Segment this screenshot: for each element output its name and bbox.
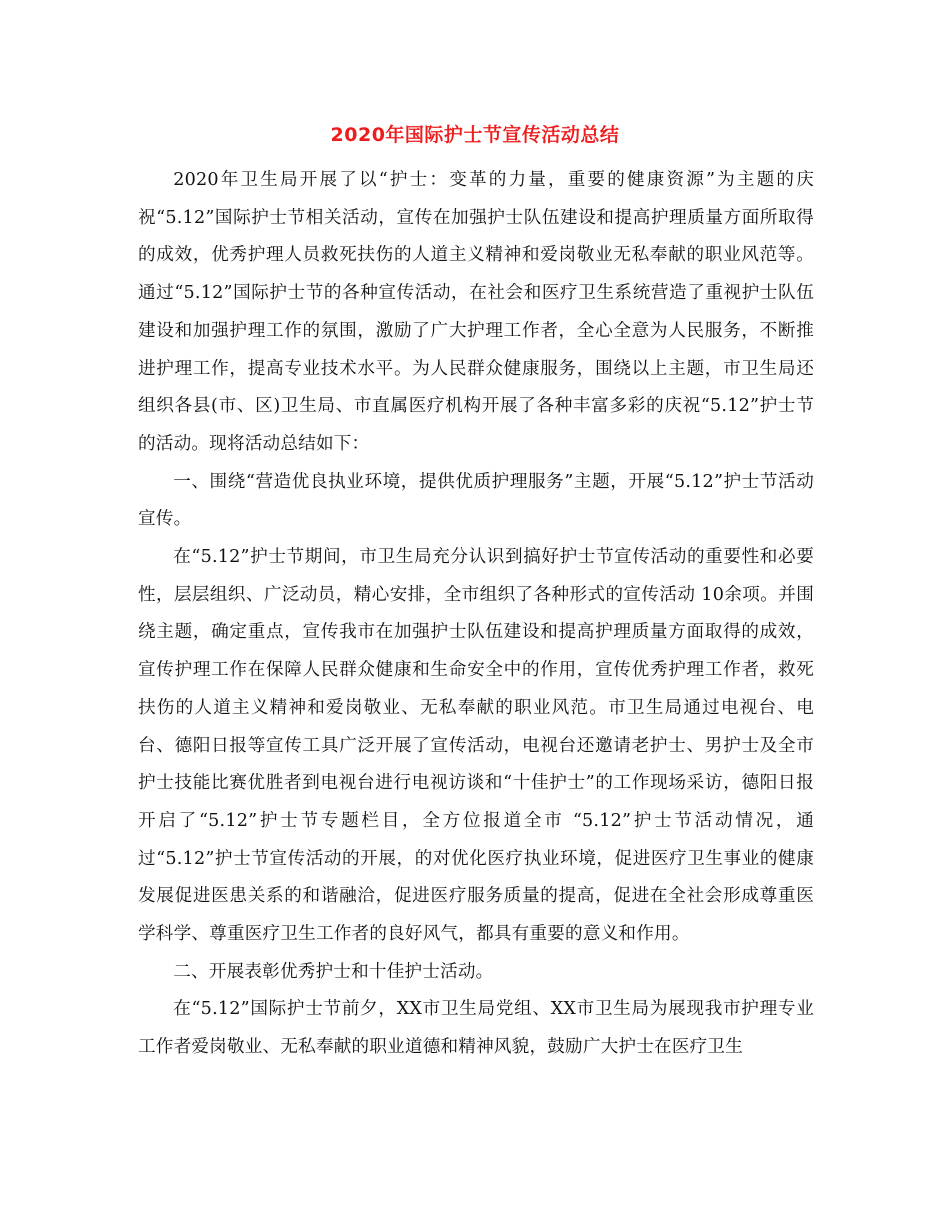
paragraph-intro: 2020年卫生局开展了以“护士：变革的力量，重要的健康资源”为主题的庆祝“5.12”国际护士节相关活动，宣传在加强护士队伍建设和提高护理质量方面所取得的成效，优秀护理人员救死扶伤的人道主义精神和爱岗敬业无私奉献的职业风范等。通过“5.12”国际护士节的各种宣传活动，在社会和医疗卫生系统营造了重视护士队伍建设和加强护理工作的氛围，激励了广大护理工作者，全心全意为人民服务，不断推进护理工作，提高专业技术水平。为人民群众健康服务，围绕以上主题，市卫生局还组织各县(市、区)卫生局、市直属医疗机构开展了各种丰富多彩的庆祝“5.12”护士节的活动。现将活动总结如下： — [138, 170, 814, 454]
paragraph-section-two-body: 在“5.12”国际护士节前夕，XX市卫生局党组、XX市卫生局为展现我市护理专业工作者爱岗敬业、无私奉献的职业道德和精神风貌，鼓励广大护士在医疗卫生 — [138, 999, 814, 1058]
paragraph-section-one-heading: 一、围绕“营造优良执业环境，提供优质护理服务”主题，开展“5.12”护士节活动宣传。 — [138, 471, 814, 530]
paragraph-section-two-heading: 二、开展表彰优秀护士和十佳护士活动。 — [173, 961, 494, 982]
paragraph-section-one-body: 在“5.12”护士节期间，市卫生局充分认识到搞好护士节宣传活动的重要性和必要性，层层组织、广泛动员，精心安排，全市组织了各种形式的宣传活动 10余项。并围绕主题，确定重点，宣传我市在加强护士队伍建设和提高护理质量方面取得的成效，宣传护理工作在保障人民群众健康和生命安全中的作用，宣传优秀护理工作者，救死扶伤的人道主义精神和爱岗敬业、无私奉献的职业风范。市卫生局通过电视台、电台、德阳日报等宣传工具广泛开展了宣传活动，电视台还邀请老护士、男护士及全市护士技能比赛优胜者到电视台进行电视访谈和“十佳护士”的工作现场采访，德阳日报开启了“5.12”护士节专题栏目，全方位报道全市 “5.12”护士节活动情况，通过“5.12”护士节宣传活动的开展，的对优化医疗执业环境，促进医疗卫生事业的健康发展促进医患关系的和谐融洽，促进医疗服务质量的提高，促进在全社会形成尊重医学科学、尊重医疗卫生工作者的良好风气，都具有重要的意义和作用。 — [138, 547, 814, 945]
document-body — [138, 162, 814, 1067]
document-title: 2020年国际护士节宣传活动总结 — [330, 124, 620, 146]
